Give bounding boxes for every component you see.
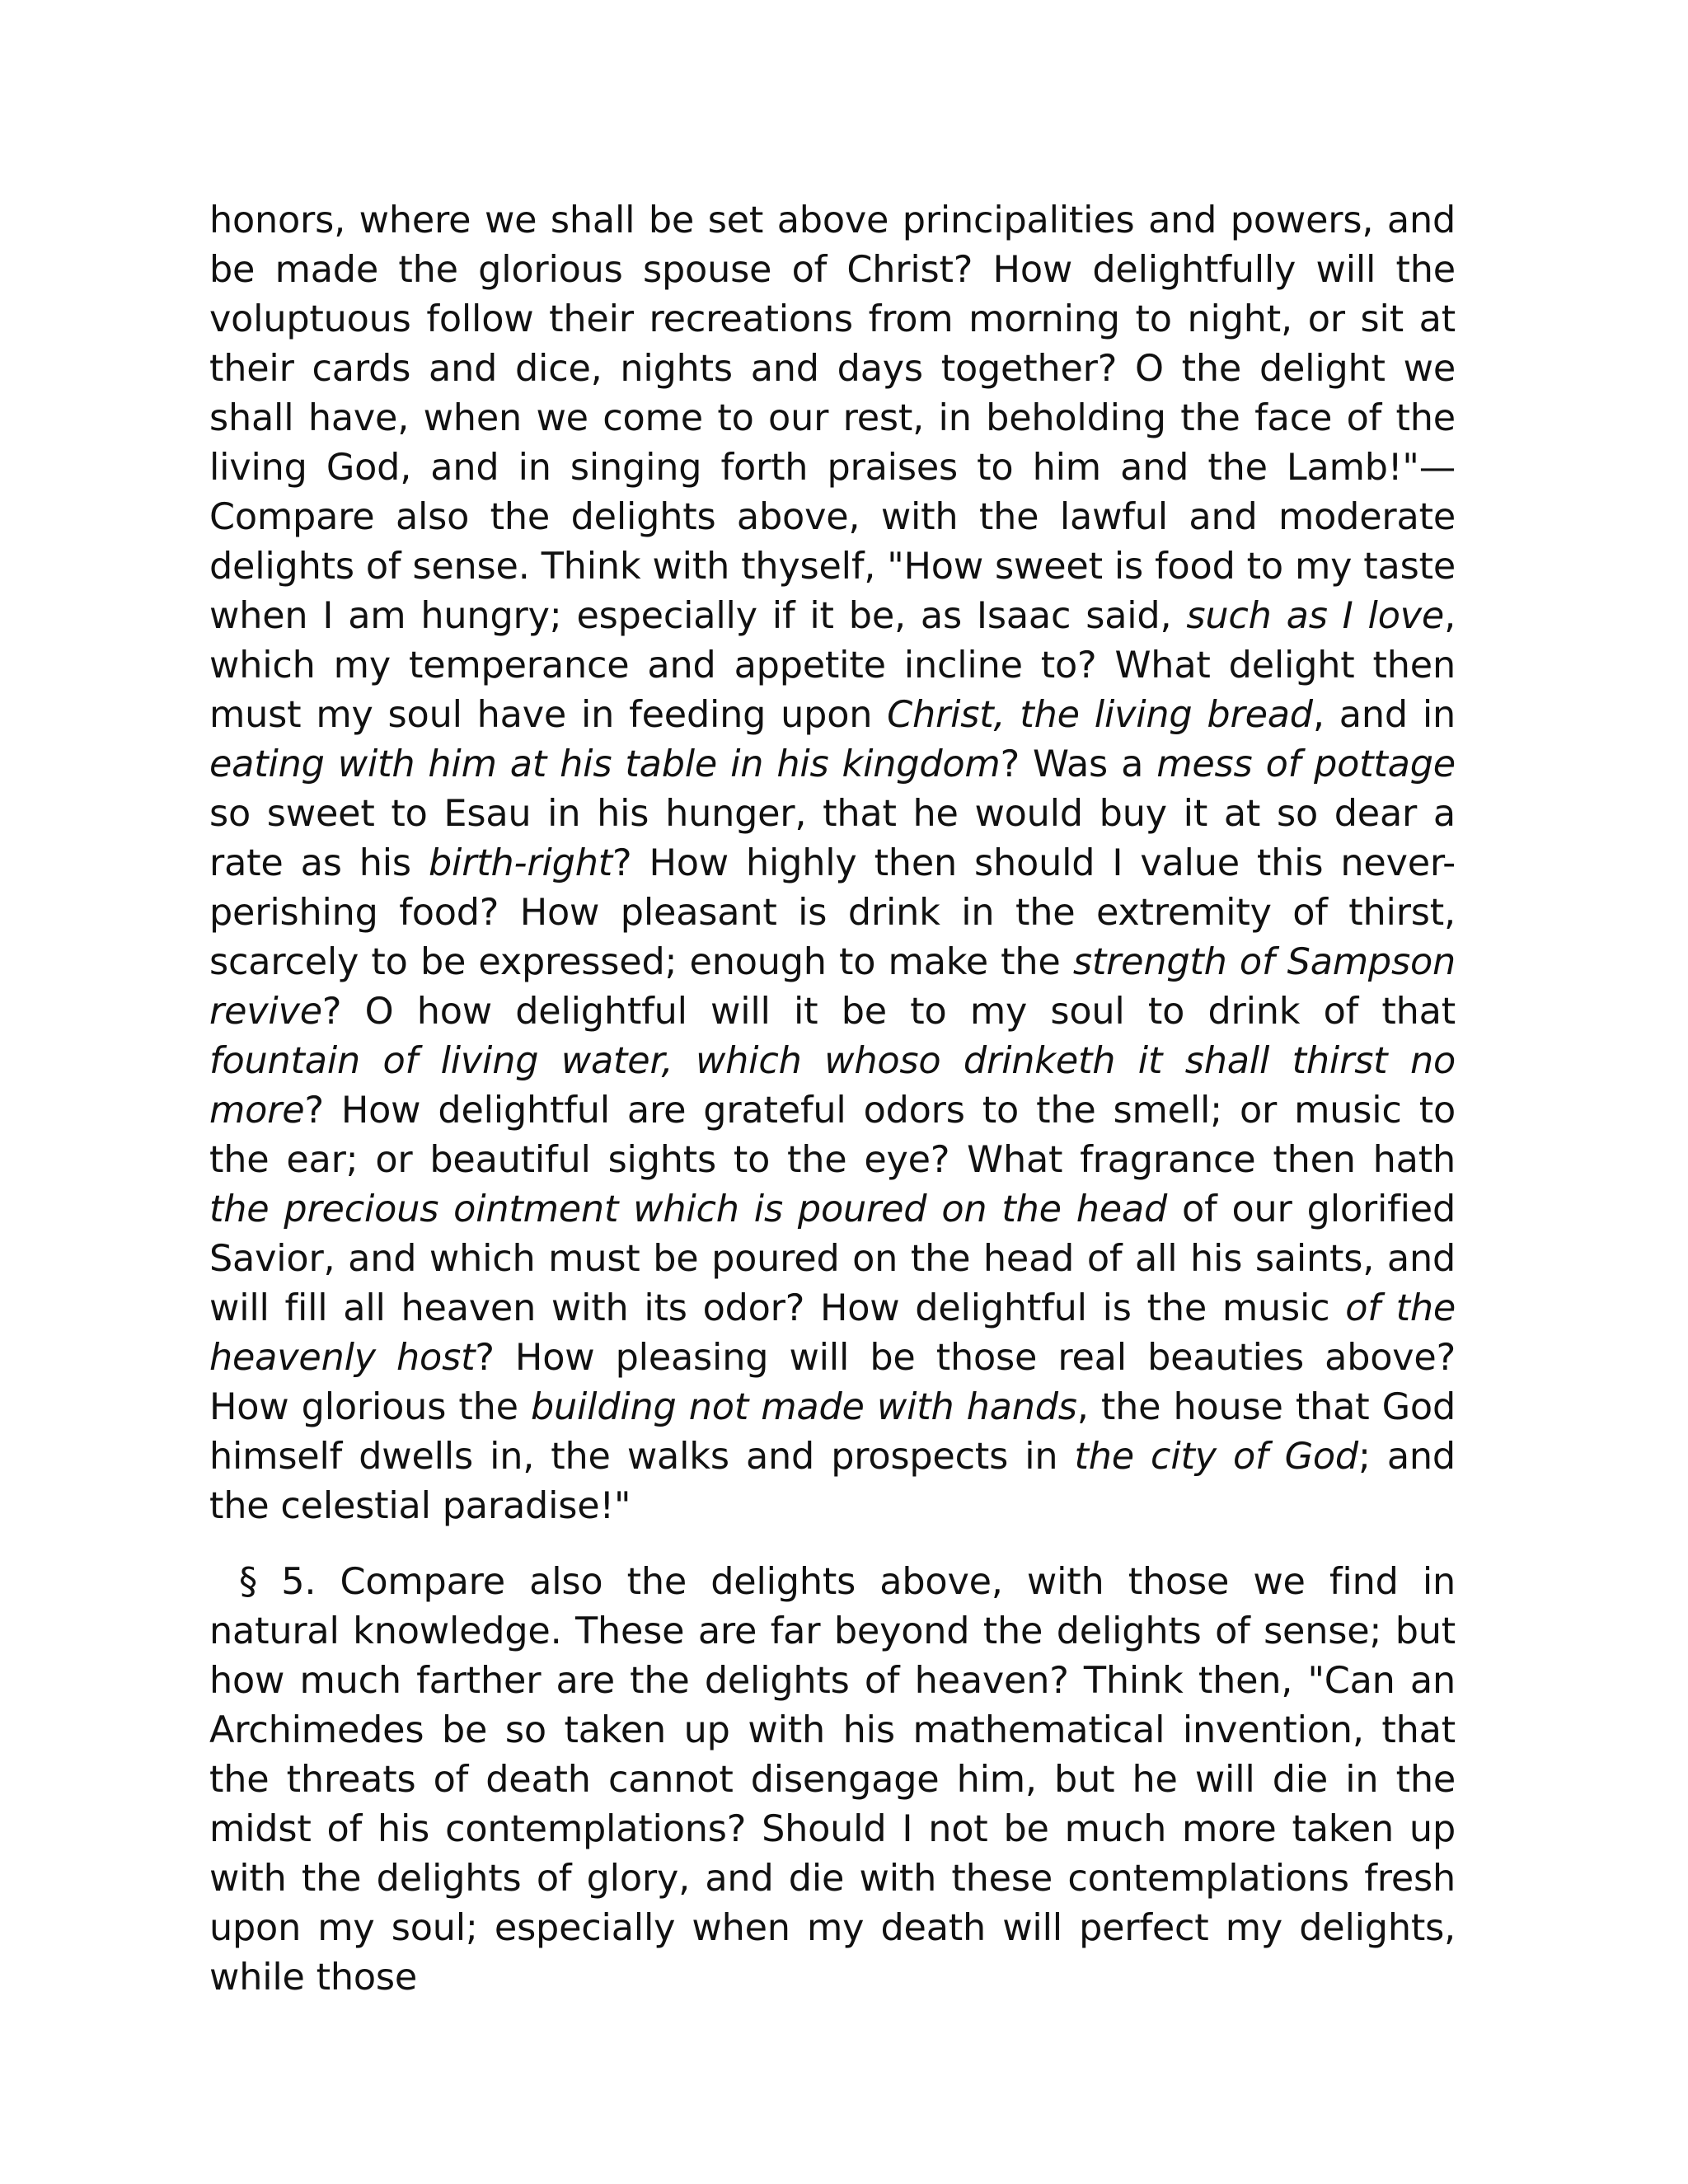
paragraph-2 [209, 1558, 1456, 2003]
text-segment: ? O how delightful will it be to my soul to drink of that [321, 991, 1456, 1033]
text-segment: ; and the celestial paradise!" [209, 1436, 1456, 1527]
italic-segment: fountain of living water, which whoso drinketh it shall thirst no more [209, 1040, 1456, 1132]
italic-segment: the precious ointment which is poured on the head [209, 1188, 1168, 1230]
italic-segment: strength of Sampson revive [209, 941, 1456, 1033]
text-segment: honors, where we shall be set above principalities and powers, and be made the glorious spouse of Christ? How delightfully will the voluptuous follow their recreations from morning to night, or sit at their cards and dice, nights and days together? O the delight we shall have, when we come to our rest, in beholding the face of the living God, and in singing forth praises to him and the Lamb!"— Compare also the delights above, with the lawful and moderate delights of sense. Think with thyself, "How sweet is food to my taste when I am hungry; especially if it be, as Isaac said, [209, 199, 1456, 637]
text-segment: , and in [1312, 694, 1456, 736]
text-segment: ? How pleasing will be those real beauties above? How glorious the [209, 1337, 1456, 1428]
text-segment: , the house that God himself dwells in, the walks and prospects in [209, 1386, 1456, 1478]
paragraph-1 [209, 196, 1456, 1531]
italic-segment: such as I love [1186, 595, 1445, 637]
text-segment: , which my temperance and appetite incline to? What delight then must my soul have in feeding upon [209, 595, 1456, 736]
text-segment: ? Was a [1000, 743, 1157, 785]
italic-segment: mess of pottage [1156, 743, 1456, 785]
text-segment: § 5. Compare also the delights above, with those we find in natural knowledge. These are far beyond the delights of sense; but how much farther are the delights of heaven? Think then, "Can an Archimedes be so taken up with his mathematical invention, that the threats of death cannot disengage him, but he will die in the midst of his contemplations? Should I not be much more taken up with the delights of glory, and die with these contemplations fresh upon my soul; especially when my death will perfect my delights, while those [209, 1561, 1456, 1999]
text-segment: ? How highly then should I value this never-perishing food? How pleasant is drink in the extremity of thirst, scarcely to be expressed; enough to make the [209, 842, 1456, 983]
text-segment: of our glorified Savior, and which must be poured on the head of all his saints, and will fill all heaven with its odor? How delightful is the music [209, 1188, 1456, 1329]
text-segment: ? How delightful are grateful odors to the smell; or music to the ear; or beautiful sights to the eye? What fragrance then hath [209, 1090, 1456, 1181]
italic-segment: birth-right [428, 842, 612, 884]
text-segment: so sweet to Esau in his hunger, that he would buy it at so dear a rate as his [209, 793, 1456, 884]
italic-segment: the city of God [1074, 1436, 1358, 1478]
italic-segment: eating with him at his table in his kingdom [209, 743, 1001, 785]
document-page [209, 196, 1456, 2003]
italic-segment: building not made with hands [530, 1386, 1077, 1428]
italic-segment: of the heavenly host [209, 1287, 1456, 1379]
italic-segment: Christ, the living bread [887, 694, 1313, 736]
